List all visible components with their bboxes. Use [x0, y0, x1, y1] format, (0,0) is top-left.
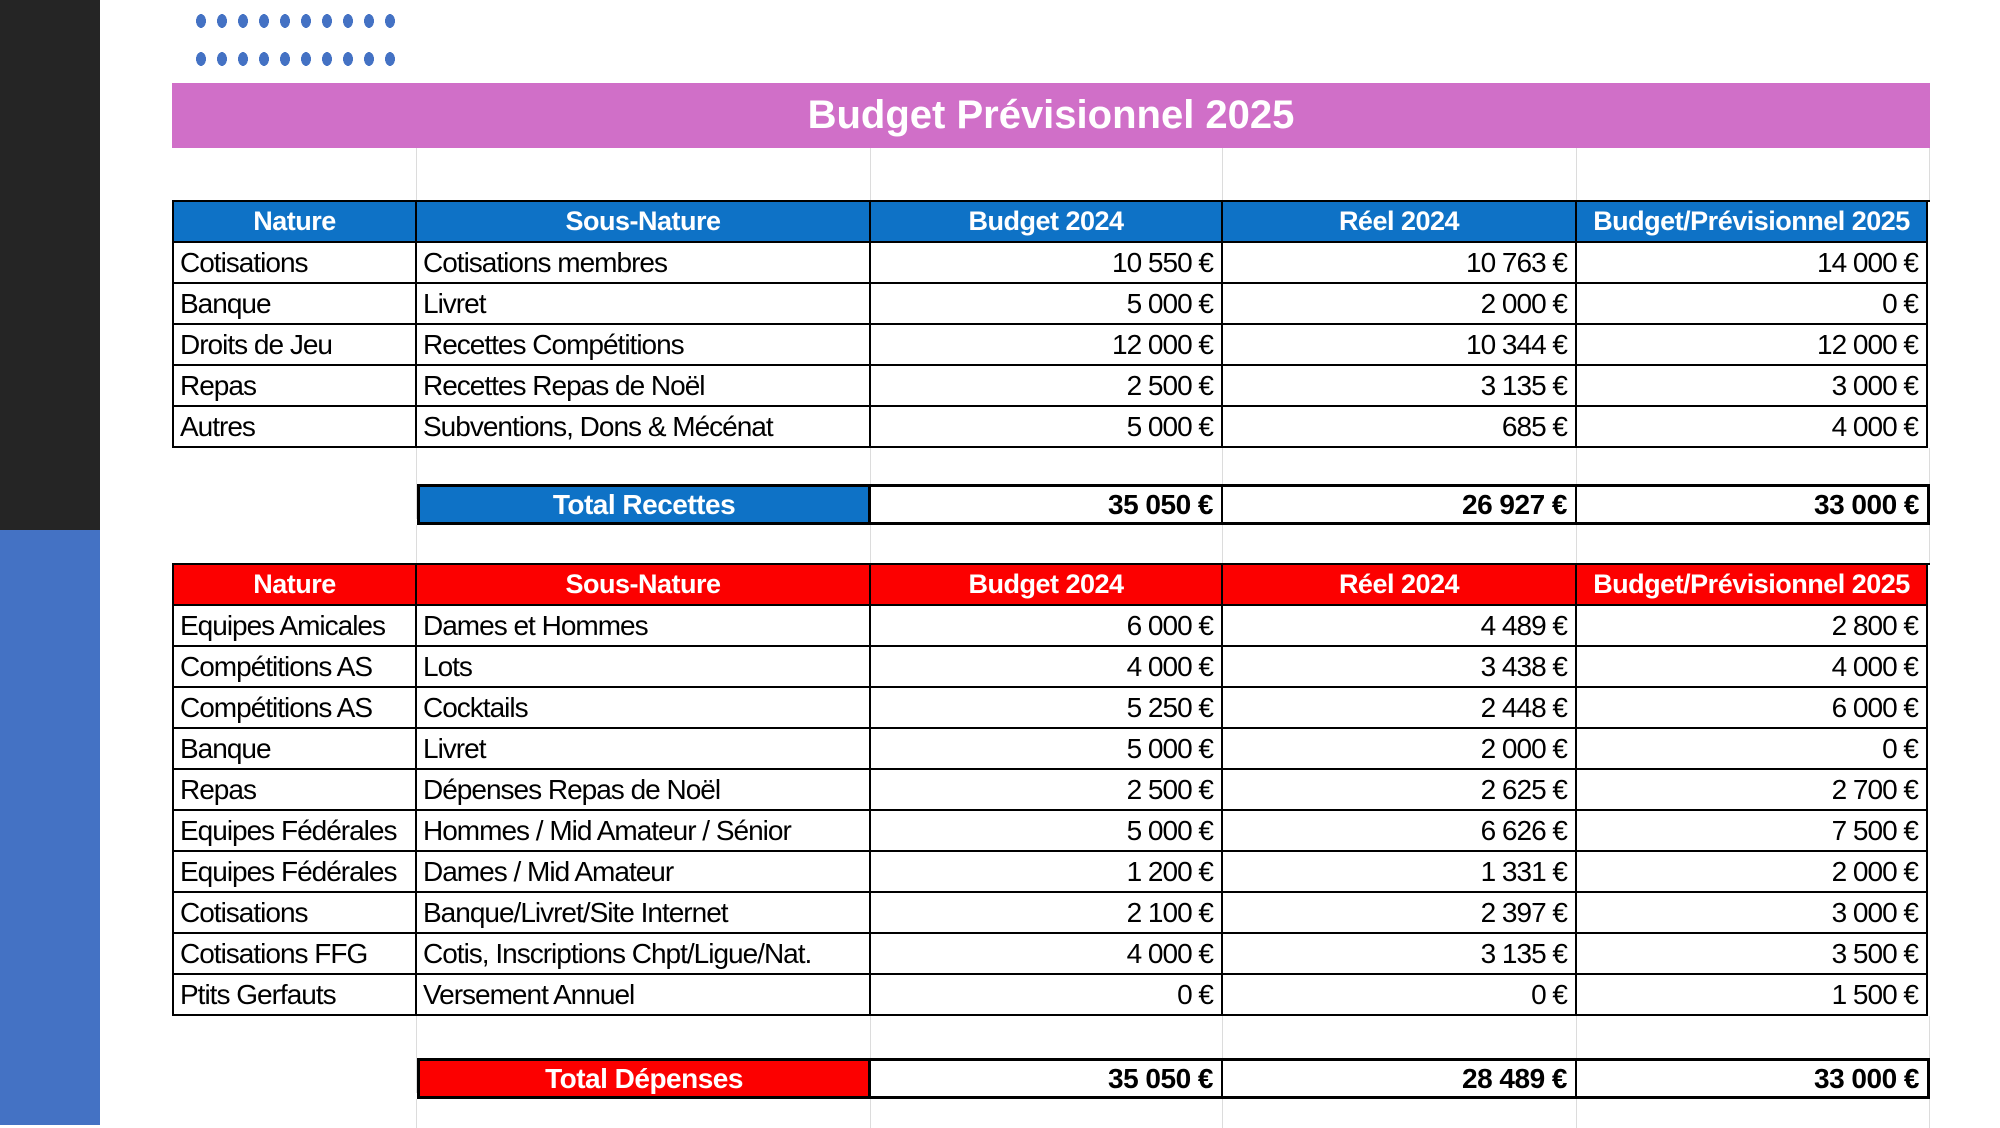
cell-budget-2024[interactable]: 10 550 € — [871, 243, 1223, 284]
table-row — [174, 729, 1930, 770]
cell-sous-nature[interactable]: Subventions, Dons & Mécénat — [417, 407, 871, 448]
table-row — [174, 688, 1930, 729]
col-header-budget-2025[interactable]: Budget/Prévisionnel 2025 — [1577, 202, 1928, 243]
cell-sous-nature[interactable]: Lots — [417, 647, 871, 688]
col-header-nature[interactable]: Nature — [174, 202, 417, 243]
cell-budget-2025[interactable]: 3 500 € — [1577, 934, 1928, 975]
table-row — [174, 934, 1930, 975]
cell-reel-2024[interactable]: 2 397 € — [1223, 893, 1577, 934]
recettes-table — [172, 200, 1930, 448]
left-black-bar — [0, 0, 100, 530]
cell-budget-2025[interactable]: 2 800 € — [1577, 606, 1928, 647]
cell-sous-nature[interactable]: Banque/Livret/Site Internet — [417, 893, 871, 934]
cell-sous-nature[interactable]: Cotisations membres — [417, 243, 871, 284]
table-row — [174, 811, 1930, 852]
cell-reel-2024[interactable]: 2 000 € — [1223, 284, 1577, 325]
cell-budget-2025[interactable]: 7 500 € — [1577, 811, 1928, 852]
page-title-banner — [172, 83, 1930, 148]
cell-budget-2024[interactable]: 4 000 € — [871, 647, 1223, 688]
cell-budget-2024[interactable]: 0 € — [871, 975, 1223, 1016]
table-row — [174, 284, 1930, 325]
cell-reel-2024[interactable]: 0 € — [1223, 975, 1577, 1016]
cell-nature[interactable]: Cotisations FFG — [174, 934, 417, 975]
cell-budget-2024[interactable]: 1 200 € — [871, 852, 1223, 893]
depenses-header-row — [174, 565, 1930, 606]
empty-row — [172, 1099, 1930, 1128]
cell-budget-2024[interactable]: 2 500 € — [871, 366, 1223, 407]
table-row — [174, 366, 1930, 407]
empty-row — [172, 448, 1930, 484]
empty-row — [172, 525, 1930, 563]
page-title: Budget Prévisionnel 2025 — [807, 93, 1295, 137]
table-row — [174, 407, 1930, 448]
cell-reel-2024[interactable]: 10 344 € — [1223, 325, 1577, 366]
empty-cell — [172, 1058, 417, 1093]
cell-reel-2024[interactable]: 10 763 € — [1223, 243, 1577, 284]
cell-nature[interactable]: Equipes Fédérales — [174, 811, 417, 852]
recettes-header-row — [174, 202, 1930, 243]
cell-budget-2025[interactable]: 4 000 € — [1577, 407, 1928, 448]
table-row — [174, 647, 1930, 688]
empty-row — [172, 148, 1930, 200]
cell-nature[interactable]: Repas — [174, 366, 417, 407]
total-depenses-row — [172, 1058, 1930, 1099]
cell-budget-2024[interactable]: 2 100 € — [871, 893, 1223, 934]
cell-nature[interactable]: Autres — [174, 407, 417, 448]
cell-reel-2024[interactable]: 2 448 € — [1223, 688, 1577, 729]
table-row — [174, 606, 1930, 647]
cell-budget-2025[interactable]: 2 000 € — [1577, 852, 1928, 893]
table-row — [174, 243, 1930, 284]
cell-budget-2025[interactable]: 2 700 € — [1577, 770, 1928, 811]
cell-budget-2024[interactable]: 6 000 € — [871, 606, 1223, 647]
table-row — [174, 770, 1930, 811]
cell-nature[interactable]: Cotisations — [174, 893, 417, 934]
col-header-budget-2024[interactable]: Budget 2024 — [871, 565, 1223, 606]
table-row — [174, 975, 1930, 1016]
cell-sous-nature[interactable]: Recettes Repas de Noël — [417, 366, 871, 407]
col-header-sous-nature[interactable]: Sous-Nature — [417, 202, 871, 243]
cell-sous-nature[interactable]: Dépenses Repas de Noël — [417, 770, 871, 811]
col-header-budget-2024[interactable]: Budget 2024 — [871, 202, 1223, 243]
cell-budget-2024[interactable]: 5 000 € — [871, 729, 1223, 770]
table-row — [174, 852, 1930, 893]
cell-sous-nature[interactable]: Dames / Mid Amateur — [417, 852, 871, 893]
cell-nature[interactable]: Repas — [174, 770, 417, 811]
col-header-reel-2024[interactable]: Réel 2024 — [1223, 202, 1577, 243]
total-depenses-label[interactable]: Total Dépenses — [417, 1058, 871, 1099]
cell-budget-2024[interactable]: 2 500 € — [871, 770, 1223, 811]
col-header-budget-2025[interactable]: Budget/Prévisionnel 2025 — [1577, 565, 1928, 606]
total-depenses-budget-2024[interactable]: 35 050 € — [871, 1058, 1223, 1099]
cell-budget-2025[interactable]: 0 € — [1577, 729, 1928, 770]
cell-nature[interactable]: Ptits Gerfauts — [174, 975, 417, 1016]
total-recettes-budget-2025[interactable]: 33 000 € — [1577, 484, 1930, 525]
cell-budget-2025[interactable]: 3 000 € — [1577, 893, 1928, 934]
cell-reel-2024[interactable]: 6 626 € — [1223, 811, 1577, 852]
cell-reel-2024[interactable]: 1 331 € — [1223, 852, 1577, 893]
empty-cell — [172, 484, 417, 519]
cell-nature[interactable]: Compétitions AS — [174, 647, 417, 688]
cell-nature[interactable]: Compétitions AS — [174, 688, 417, 729]
cell-nature[interactable]: Banque — [174, 284, 417, 325]
col-header-nature[interactable]: Nature — [174, 565, 417, 606]
cell-reel-2024[interactable]: 2 625 € — [1223, 770, 1577, 811]
cell-sous-nature[interactable]: Cocktails — [417, 688, 871, 729]
cell-sous-nature[interactable]: Recettes Compétitions — [417, 325, 871, 366]
total-recettes-row — [172, 484, 1930, 525]
left-blue-bar — [0, 530, 100, 1125]
cell-nature[interactable]: Droits de Jeu — [174, 325, 417, 366]
table-row — [174, 893, 1930, 934]
cell-nature[interactable]: Cotisations — [174, 243, 417, 284]
sheet-content — [172, 83, 1930, 1128]
cell-reel-2024[interactable]: 4 489 € — [1223, 606, 1577, 647]
cell-reel-2024[interactable]: 2 000 € — [1223, 729, 1577, 770]
cell-nature[interactable]: Banque — [174, 729, 417, 770]
cell-budget-2024[interactable]: 5 250 € — [871, 688, 1223, 729]
cell-budget-2024[interactable]: 4 000 € — [871, 934, 1223, 975]
cell-sous-nature[interactable]: Livret — [417, 284, 871, 325]
cell-sous-nature[interactable]: Hommes / Mid Amateur / Sénior — [417, 811, 871, 852]
cell-budget-2025[interactable]: 14 000 € — [1577, 243, 1928, 284]
total-depenses-budget-2025[interactable]: 33 000 € — [1577, 1058, 1930, 1099]
decorative-dots-icon — [196, 14, 396, 66]
empty-row — [172, 1016, 1930, 1058]
cell-reel-2024[interactable]: 3 135 € — [1223, 934, 1577, 975]
cell-budget-2024[interactable]: 5 000 € — [871, 284, 1223, 325]
cell-budget-2024[interactable]: 12 000 € — [871, 325, 1223, 366]
table-row — [174, 325, 1930, 366]
cell-sous-nature[interactable]: Cotis, Inscriptions Chpt/Ligue/Nat. — [417, 934, 871, 975]
cell-budget-2024[interactable]: 5 000 € — [871, 407, 1223, 448]
total-depenses-reel-2024[interactable]: 28 489 € — [1223, 1058, 1577, 1099]
cell-budget-2025[interactable]: 6 000 € — [1577, 688, 1928, 729]
cell-budget-2025[interactable]: 0 € — [1577, 284, 1928, 325]
total-recettes-budget-2024[interactable]: 35 050 € — [871, 484, 1223, 525]
total-recettes-reel-2024[interactable]: 26 927 € — [1223, 484, 1577, 525]
cell-sous-nature[interactable]: Dames et Hommes — [417, 606, 871, 647]
cell-reel-2024[interactable]: 685 € — [1223, 407, 1577, 448]
col-header-sous-nature[interactable]: Sous-Nature — [417, 565, 871, 606]
cell-sous-nature[interactable]: Versement Annuel — [417, 975, 871, 1016]
col-header-reel-2024[interactable]: Réel 2024 — [1223, 565, 1577, 606]
total-recettes-label[interactable]: Total Recettes — [417, 484, 871, 525]
cell-nature[interactable]: Equipes Fédérales — [174, 852, 417, 893]
cell-budget-2025[interactable]: 1 500 € — [1577, 975, 1928, 1016]
cell-sous-nature[interactable]: Livret — [417, 729, 871, 770]
cell-budget-2025[interactable]: 3 000 € — [1577, 366, 1928, 407]
cell-budget-2025[interactable]: 4 000 € — [1577, 647, 1928, 688]
cell-budget-2025[interactable]: 12 000 € — [1577, 325, 1928, 366]
cell-nature[interactable]: Equipes Amicales — [174, 606, 417, 647]
cell-budget-2024[interactable]: 5 000 € — [871, 811, 1223, 852]
depenses-table — [172, 563, 1930, 1016]
cell-reel-2024[interactable]: 3 135 € — [1223, 366, 1577, 407]
cell-reel-2024[interactable]: 3 438 € — [1223, 647, 1577, 688]
